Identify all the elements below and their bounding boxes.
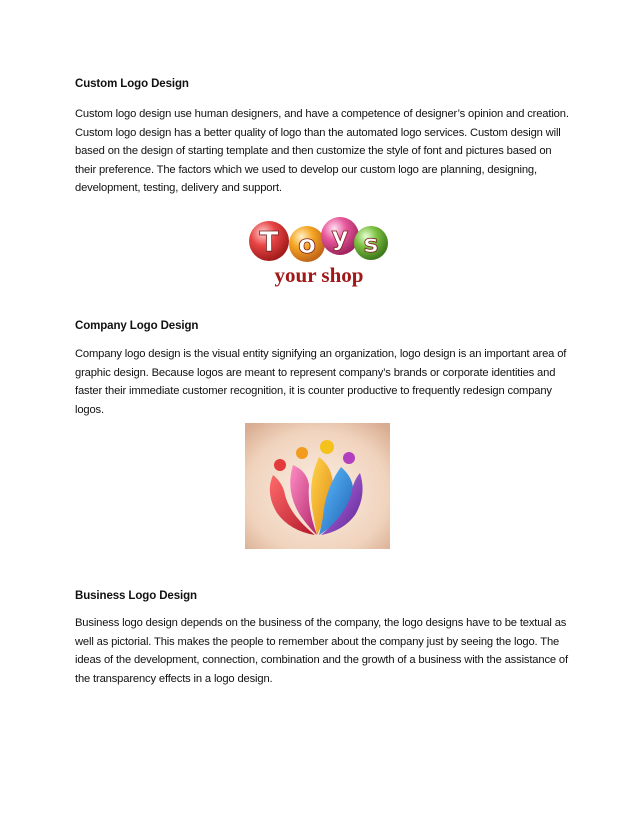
paragraph-line: their preference. The factors which we used to develop our custom logo are planning, designing, — [75, 163, 537, 176]
paragraph-line: Custom logo design has a better quality of logo than the automated logo services. Custom design will — [75, 126, 561, 139]
paragraph-line: the transparency effects in a logo design. — [75, 672, 273, 685]
paragraph-line: logos. — [75, 403, 104, 416]
paragraph-line: well as pictorial. This makes the people to remember about the company just by seeing the logo. The — [75, 635, 560, 648]
paragraph-line: graphic design. Because logos are meant to represent company’s brands or corporate identities and — [75, 366, 556, 379]
toys-tagline: your shop — [274, 263, 364, 287]
svg-text:T: T — [259, 225, 279, 258]
paragraph-line: faster their immediate customer recognition, it is counter productive to frequently redesign company — [75, 385, 552, 397]
paragraph-line: Custom logo design use human designers, and have a competence of designer’s opinion and creation. — [75, 108, 569, 120]
paragraph-line: Company logo design is the visual entity signifying an organization, logo design is an important area of — [75, 348, 567, 360]
business-logo-paragraph — [75, 614, 567, 688]
svg-text:y: y — [331, 222, 349, 252]
paragraph-line: based on the design of starting template and then customize the style of font and pictures based on — [75, 145, 552, 157]
svg-text:o: o — [298, 230, 316, 260]
paragraph-line: ideas of the development, connection, combination and the growth of a business with the assistance of — [75, 654, 568, 666]
svg-text:s: s — [363, 229, 379, 258]
toys-your-shop-logo — [245, 211, 393, 291]
company-logo-heading: Company Logo Design — [75, 320, 199, 332]
paragraph-line: development, testing, delivery and support. — [75, 182, 282, 194]
company-logo-paragraph — [75, 345, 567, 419]
custom-logo-heading: Custom Logo Design — [75, 78, 189, 90]
company-logo-image — [245, 423, 390, 549]
paragraph-line: Business logo design depends on the business of the company, the logo designs have to be textual as — [75, 617, 567, 629]
custom-logo-paragraph — [75, 105, 567, 198]
business-logo-heading: Business Logo Design — [75, 590, 197, 602]
